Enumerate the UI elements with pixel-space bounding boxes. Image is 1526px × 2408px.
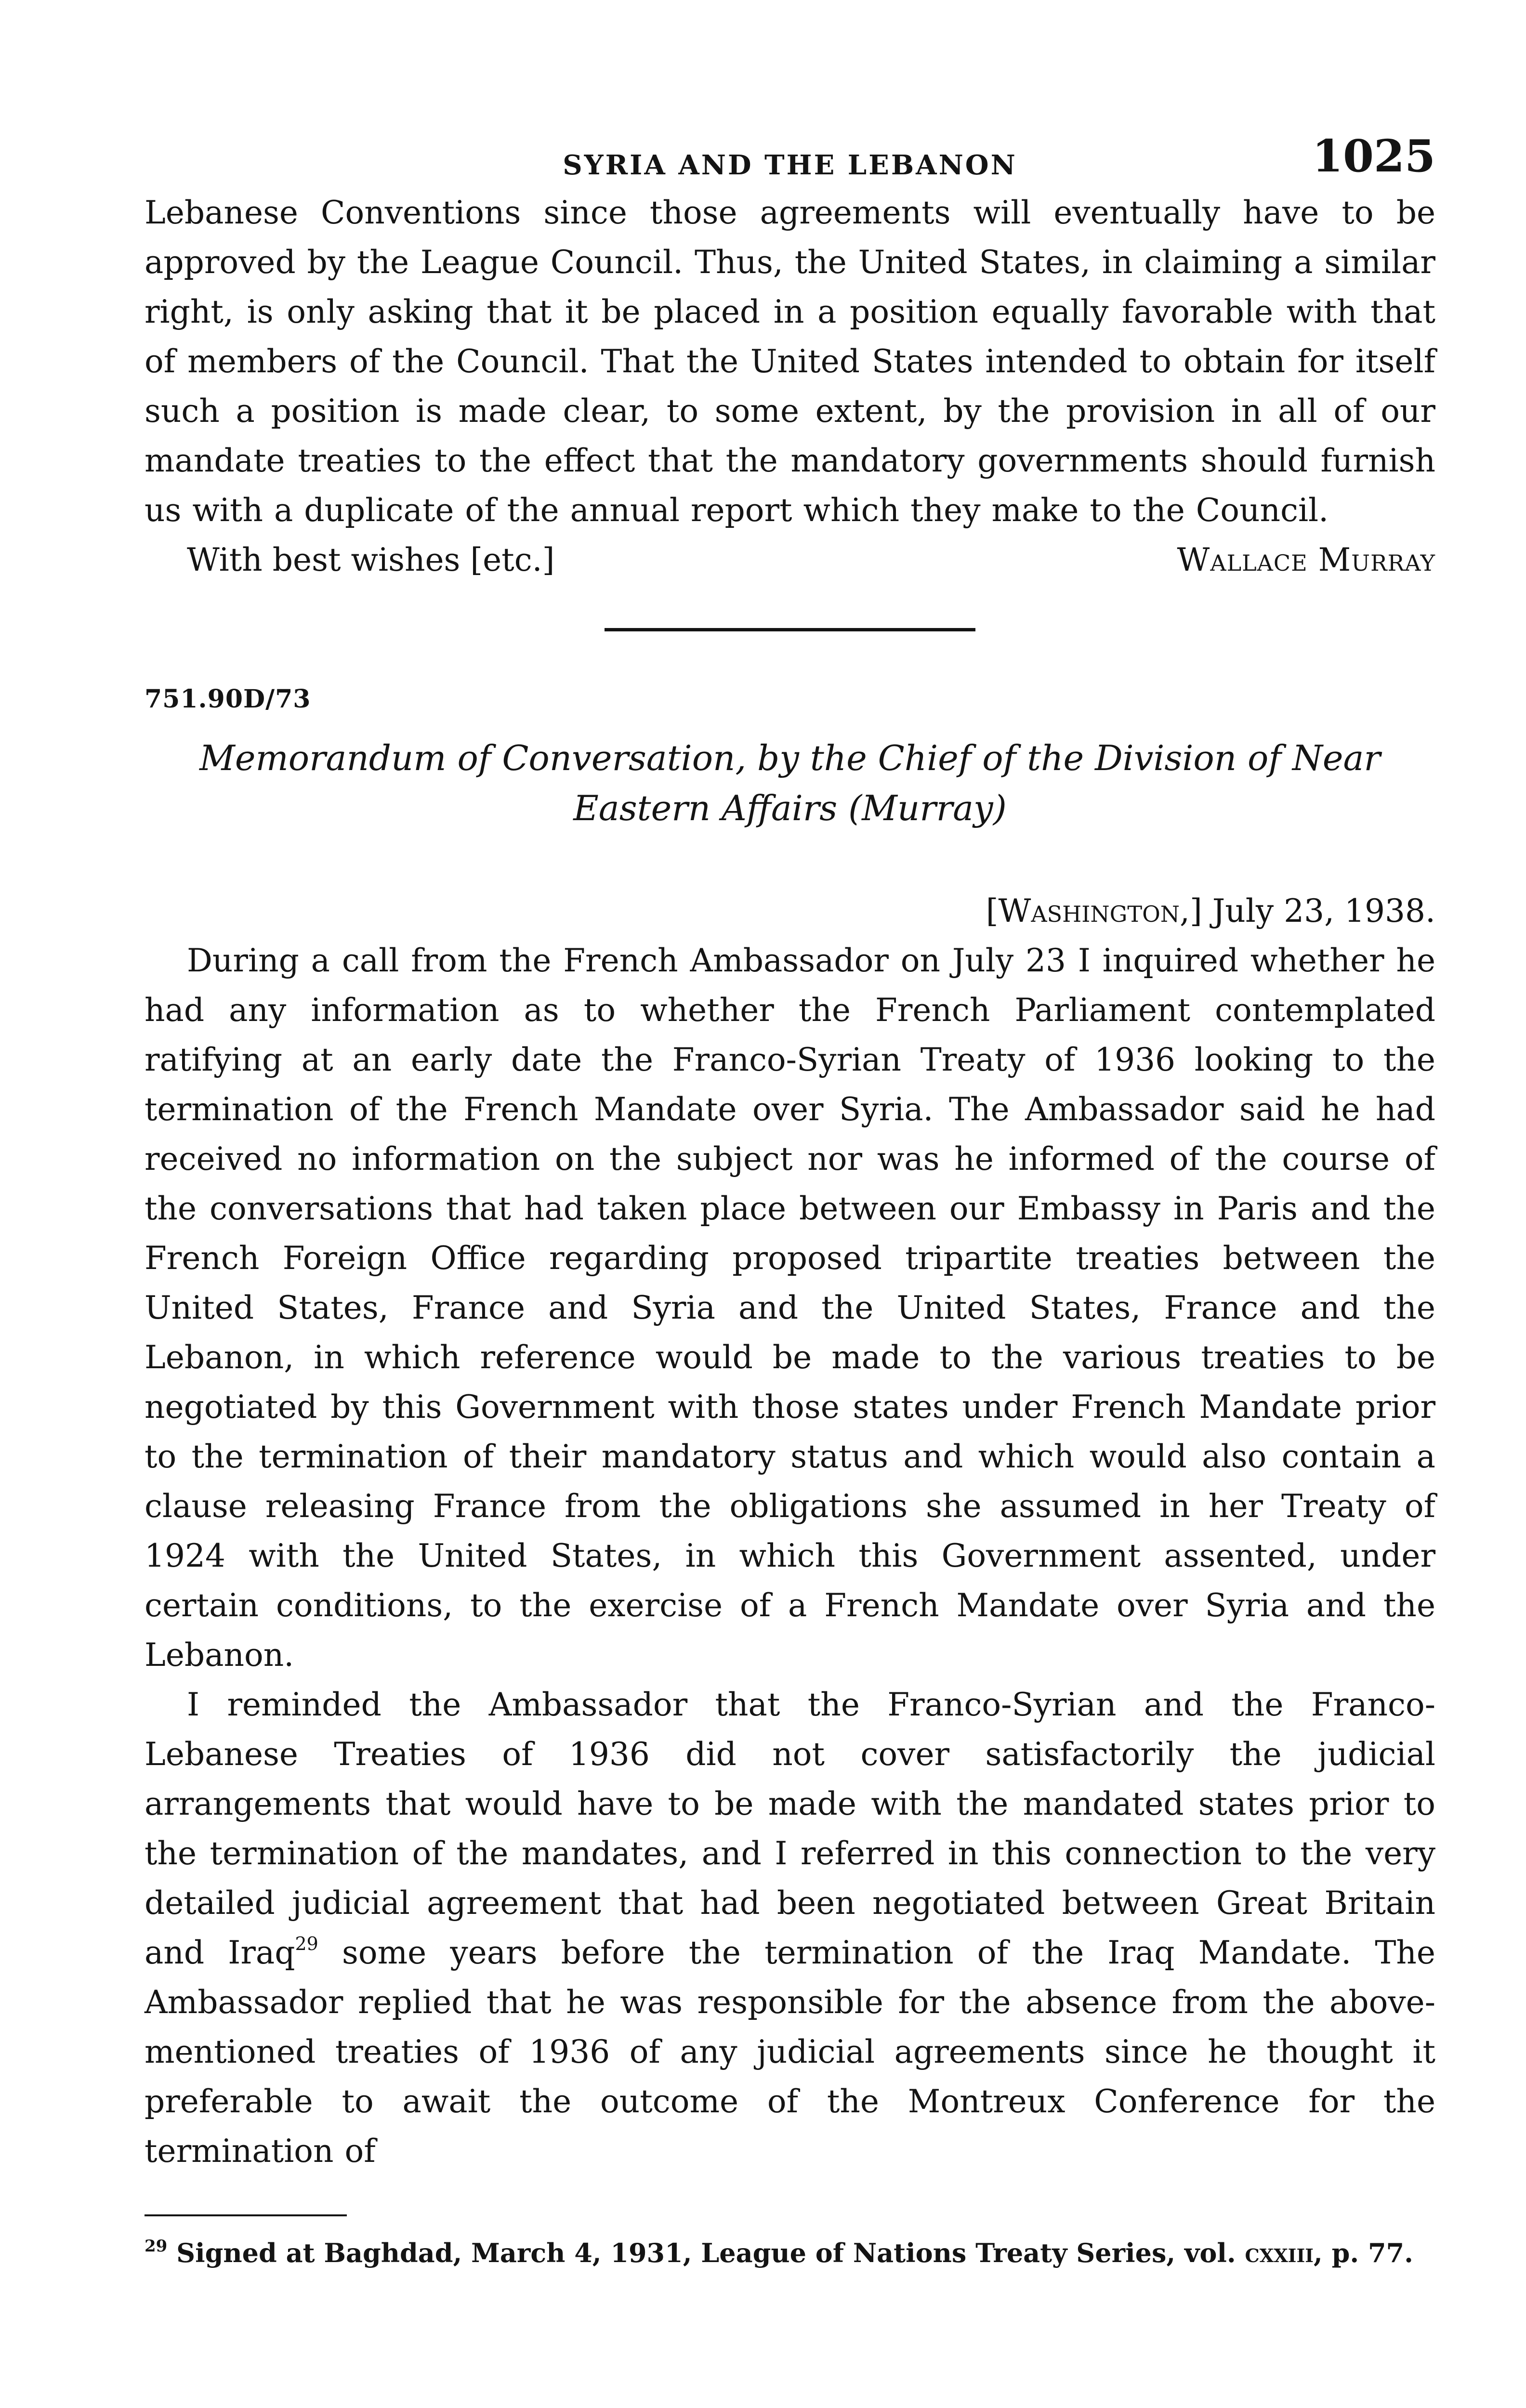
footnote-reference-marker[interactable]: 29 <box>295 1933 318 1954</box>
letter-signature: Wallace Murray <box>1177 541 1435 578</box>
dateline-date: July 23, 1938. <box>1212 892 1435 929</box>
footnote-text-after-volume: , p. 77. <box>1314 2238 1413 2268</box>
footnote-volume: cxxiii <box>1245 2238 1314 2268</box>
paragraph-2-text-after-note: some years before the termination of the Iraq Mandate. The Ambassador replied that he was responsible for the absence from the above-mentioned treaties of 1936 of any judicial agreements since he thought it preferable to await the outcome of the Montreux Conference for the termination of <box>145 1934 1435 2170</box>
dateline <box>145 886 1435 936</box>
page-number: 1025 <box>1312 130 1435 182</box>
memorandum-paragraph-1: During a call from the French Ambassador on July 23 I inquired whether he had any information as to whether the French Parliament contemplated ratifying at an early date the Franco-Syrian Treaty of 1936 looking to the termination of the French Mandate over Syria. The Ambassador said he had received no information on the subject nor was he informed of the course of the conversations that had taken place between our Embassy in Paris and the French Foreign Office regarding proposed tripartite treaties between the United States, France and Syria and the United States, France and the Lebanon, in which reference would be made to the various treaties to be negotiated by this Government with those states under French Mandate prior to the termination of their mandatory status and which would also contain a clause releasing France from the obligations she assumed in her Treaty of 1924 with the United States, in which this Government assented, under certain conditions, to the exercise of a French Mandate over Syria and the Lebanon. <box>145 942 1435 1674</box>
running-header <box>145 130 1435 188</box>
file-reference: 751.90D/73 <box>145 684 311 714</box>
footnote <box>145 2236 1435 2270</box>
footnote-text-before-volume: Signed at Baghdad, March 4, 1931, League of Nations Treaty Series, vol. <box>176 2238 1245 2268</box>
letter-continuation-paragraph: Lebanese Conventions since those agreements will eventually have to be approved by the League Council. Thus, the United States, in claiming a similar right, is only asking that it be placed in a position equally favorable with that of members of the Council. That the United States intended to obtain for itself such a position is made clear, to some extent, by the provision in all of our mandate treaties to the effect that the mandatory governments should furnish us with a duplicate of the annual report which they make to the Council. <box>145 194 1435 529</box>
running-title: SYRIA AND THE LEBANON <box>563 149 1017 181</box>
dateline-place: [Washington,] <box>986 892 1202 929</box>
document-page <box>145 130 1435 2270</box>
letter-signoff <box>145 535 1435 585</box>
footnote-divider <box>145 2214 347 2216</box>
letter-closing: With best wishes [etc.] <box>187 541 555 578</box>
section-divider <box>605 628 975 631</box>
paragraph-2-text-before-note: I reminded the Ambassador that the Franco-Syrian and the Franco-Lebanese Treaties of 1936 did not cover satisfactorily the judicial arrangements that would have to be made with the mandated states prior to the termination of the mandates, and I referred in this connection to the very detailed judicial agreement that had been negotiated between Great Britain and Iraq <box>145 1686 1435 1971</box>
footnote-marker: 29 <box>145 2237 168 2256</box>
memorandum-paragraph-2 <box>145 1680 1435 2176</box>
memorandum-title: Memorandum of Conversation, by the Chief of the Division of Near Eastern Affairs (Murray) <box>199 738 1381 828</box>
